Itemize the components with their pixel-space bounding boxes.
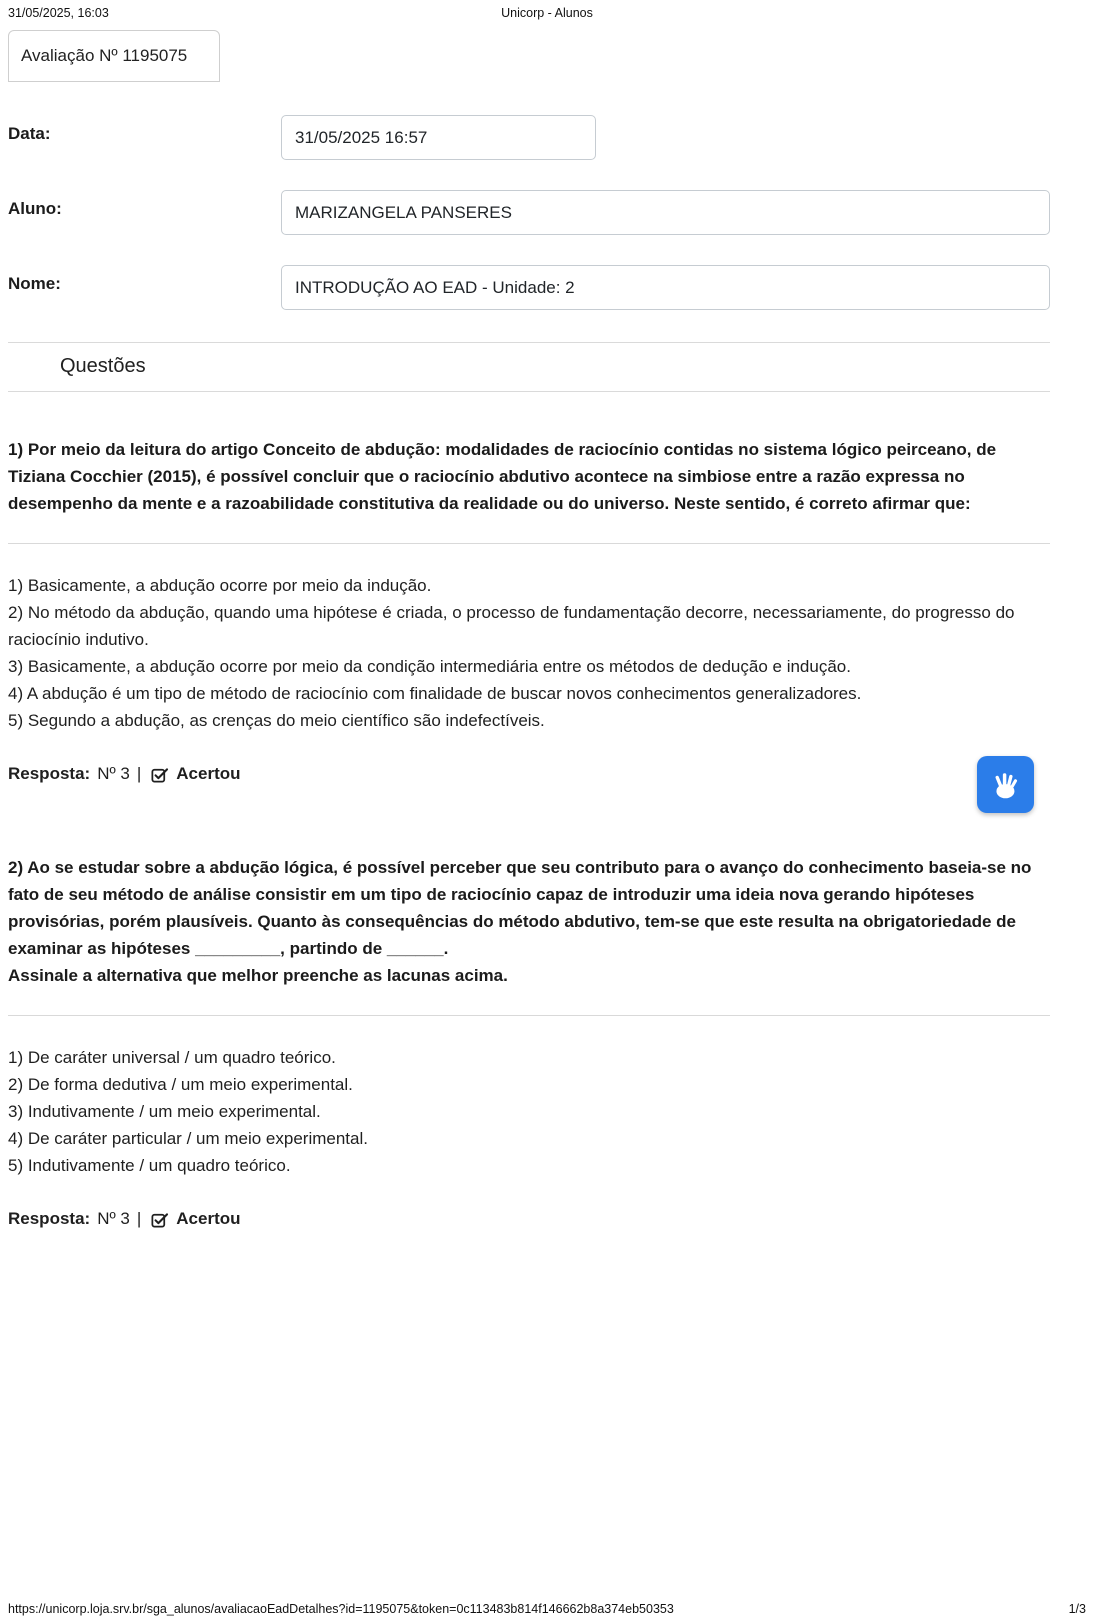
answer-separator: | [136, 1209, 142, 1228]
print-title: Unicorp - Alunos [501, 6, 593, 20]
answer-row [8, 764, 1050, 784]
check-square-icon [150, 1210, 169, 1229]
answer-label: Resposta: [8, 764, 91, 783]
answer-label: Resposta: [8, 1209, 91, 1228]
option: 4) De caráter particular / um meio experimental. [8, 1129, 368, 1148]
answer-result: Acertou [176, 1209, 241, 1228]
form-row-nome [8, 265, 1050, 310]
print-footer [8, 1602, 1086, 1616]
page-content [8, 30, 1050, 1229]
print-footer-url: https://unicorp.loja.srv.br/sga_alunos/avaliacaoEadDetalhes?id=1195075&token=0c113483b814f146662b8a374eb50353 [8, 1602, 674, 1616]
option: 1) Basicamente, a abdução ocorre por meio da indução. [8, 576, 432, 595]
question-text: 2) Ao se estudar sobre a abdução lógica, é possível perceber que seu contributo para o avanço do conhecimento baseia-se no fato de seu método de análise consistir em um tipo de raciocínio capaz de introduzir uma ideia nova gerando hipóteses provisórias, porém plausíveis. Quanto às consequências do método abdutivo, tem-se que este resulta na obrigatoriedade de examinar as hipóteses _________, partindo de ______. [8, 858, 1032, 958]
option: 5) Indutivamente / um quadro teórico. [8, 1156, 291, 1175]
question-instruction: Assinale a alternativa que melhor preenche as lacunas acima. [8, 966, 508, 985]
hand-talk-icon [988, 767, 1024, 803]
questoes-section-title: Questões [8, 342, 1050, 392]
option: 5) Segundo a abdução, as crenças do meio científico são indefectíveis. [8, 711, 545, 730]
option: 2) De forma dedutiva / um meio experimental. [8, 1075, 353, 1094]
tab-avaliacao[interactable]: Avaliação Nº 1195075 [8, 30, 220, 82]
print-datetime: 31/05/2025, 16:03 [8, 6, 109, 20]
question-text: 1) Por meio da leitura do artigo Conceito de abdução: modalidades de raciocínio contidas no sistema lógico peirceano, de Tiziana Cocchier (2015), é possível concluir que o raciocínio abdutivo acontece na simbiose entre a razão expressa no desempenho da mente e a razoabilidade constitutiva da realidade ou do universo. Neste sentido, é correto afirmar que: [8, 440, 997, 513]
form-row-data [8, 115, 1050, 160]
answer-number: Nº 3 [97, 764, 130, 783]
hand-talk-button[interactable] [977, 756, 1034, 813]
question-block-1 [8, 436, 1050, 784]
options-list [8, 1044, 1050, 1179]
option: 3) Basicamente, a abdução ocorre por meio da condição intermediária entre os métodos de dedução e indução. [8, 657, 851, 676]
answer-row [8, 1209, 1050, 1229]
divider [8, 1015, 1050, 1016]
data-label: Data: [8, 124, 51, 143]
evaluation-form [8, 115, 1050, 310]
print-header [0, 6, 1094, 24]
divider [8, 543, 1050, 544]
option: 1) De caráter universal / um quadro teórico. [8, 1048, 336, 1067]
aluno-field[interactable] [281, 190, 1050, 235]
form-row-aluno [8, 190, 1050, 235]
aluno-label: Aluno: [8, 199, 62, 218]
answer-separator: | [136, 764, 142, 783]
options-list [8, 572, 1050, 734]
answer-result: Acertou [176, 764, 241, 783]
answer-number: Nº 3 [97, 1209, 130, 1228]
option: 2) No método da abdução, quando uma hipótese é criada, o processo de fundamentação decorre, necessariamente, do progresso do raciocínio indutivo. [8, 603, 1015, 649]
nome-field[interactable] [281, 265, 1050, 310]
print-footer-page: 1/3 [1068, 1602, 1086, 1616]
question-block-2 [8, 854, 1050, 1229]
option: 4) A abdução é um tipo de método de raciocínio com finalidade de buscar novos conhecimentos generalizadores. [8, 684, 862, 703]
option: 3) Indutivamente / um meio experimental. [8, 1102, 321, 1121]
data-field[interactable] [281, 115, 596, 160]
check-square-icon [150, 765, 169, 784]
nome-label: Nome: [8, 274, 61, 293]
